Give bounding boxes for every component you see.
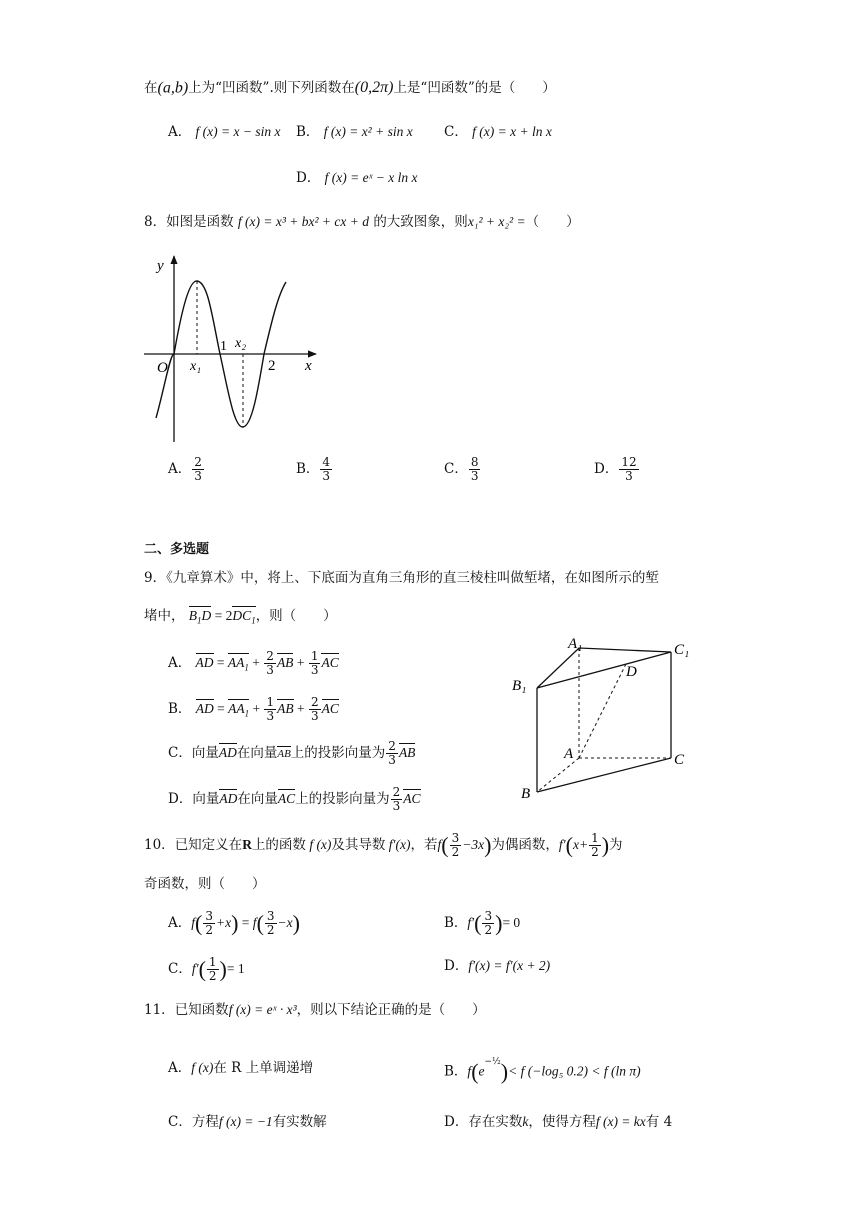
q8-stem-text-a: 如图是函数 [166,214,234,230]
option-text-b: 在向量 [237,791,278,807]
vector-ac: AC [321,701,339,716]
option-label: D． [168,791,193,807]
option-label: A． [168,915,192,931]
fraction-2-3: $\frac{2}{3}$ [392,785,401,813]
denominator: 3 [625,469,633,483]
option-text-a: 方程 [191,1114,219,1130]
option-formula: f (x) = eˣ − x ln x [324,170,418,185]
denominator: 3 [322,469,331,483]
option-text-b: ，使得方程 [528,1114,596,1130]
vector-ad: AD [219,791,238,806]
vector-ab: AB [398,745,416,760]
y-axis-label: y [157,258,164,274]
q9-prism-figure [508,632,708,804]
q11-function: f (x) = eˣ · x³ [228,1002,297,1017]
option-text-a: 向量 [192,791,220,807]
q10-stem-text-a: 已知定义在 [174,837,243,853]
option-text-a: 存在实数 [468,1114,523,1130]
option-formula: f (x) = −1 [218,1114,273,1129]
q9-option-a[interactable]: A． AD = $AA_1$ + $\frac{2}{3}$ AB + $\frac{1}{3}$ AC [168,649,339,677]
q8-option-c[interactable] [444,456,481,483]
x1-label: x₁ [190,359,202,374]
numerator: 4 [322,455,331,469]
numerator: 12 [621,455,637,469]
fraction-2-3: $\frac{2}{3}$ [266,649,274,677]
vector-ac: AC [403,791,421,806]
q11-option-d[interactable] [444,1112,672,1132]
vector-ad: AD [218,745,237,760]
fraction-1-3: $\frac{1}{3}$ [266,695,275,723]
denominator: 3 [470,469,479,483]
numerator: 8 [470,455,479,469]
q10-option-c[interactable]: C．f′( $\frac{1}{2}$ )= 1 [168,955,245,983]
option-formula: f (x) = x − sin x [195,124,281,139]
q9-option-d[interactable] [168,786,421,813]
option-label: A． [168,655,192,671]
q10-stem-line1: 10．已知定义在R上的函数 f (x)及其导数 f′(x)，若f( $\frac{3}{2}$ −3x)为偶函数，f′(x+ $\frac{1}{2}$ )为 [144,831,623,859]
option-label: B． [444,1063,468,1080]
edge-bc [537,758,671,792]
q7-stem-text-b: 上为“凹函数”.则下列函数在 [188,80,355,96]
label-b: B [521,786,531,802]
q10-stem-text-b: 上的函数 [251,837,306,853]
q10-stem-text-c: 及其导数 [331,837,386,853]
option-label: C． [168,745,192,761]
option-formula: f (x) = x + ln x [472,124,552,139]
vector-aa1: $AA_1$ [228,701,250,719]
segment-ad [579,664,626,758]
q9-option-b[interactable]: B． AD = $AA_1$ + $\frac{1}{3}$ AB + $\frac{2}{3}$ AC [168,695,339,723]
q7-option-b[interactable] [296,122,413,142]
fprime-of-x: f′(x) [385,837,411,852]
option-formula: f′(x) = f′(x + 2) [468,958,551,973]
q8-stem-text-b: 的大致图象，则 [373,214,468,230]
q10-option-a[interactable]: A．f( $\frac{3}{2}$ +x) = f( $\frac{3}{2}$ −x) [168,909,300,937]
fprime-of-expr: f′ [558,837,566,852]
option-fraction [192,456,204,483]
q9-option-c[interactable] [168,740,415,767]
option-text-b: 在向量 [236,745,278,761]
q11-option-c[interactable] [168,1112,327,1132]
vector-ac: AC [321,655,339,670]
q7-option-d[interactable] [296,168,418,188]
option-label: B． [296,461,320,477]
q10-option-b[interactable]: B．f′( $\frac{3}{2}$ )= 0 [444,909,521,937]
q11-option-b[interactable]: B．$f(e^{-\frac{1}{2}})< f$ (−log₅ 0.2) < f (ln π) [444,1057,641,1084]
fraction-2-3: $\frac{2}{3}$ [388,739,396,767]
q10-option-d[interactable] [444,956,550,976]
option-label: D． [444,958,469,974]
q11-stem [144,1000,486,1020]
q8-expression: x₁² + x₂² = [467,214,526,229]
option-label: A． [168,1060,192,1076]
option-label: C． [444,124,468,140]
option-formula: f (x) = kx [595,1114,646,1129]
option-label: B． [296,124,320,140]
variable-k: k [522,1114,529,1129]
q7-option-c[interactable] [444,122,552,142]
q7-interval-02pi: (0,2π) [354,79,394,96]
fraction-2-3: $\frac{2}{3}$ [310,695,319,723]
q7-stem [144,78,556,99]
option-text-a: 向量 [191,745,219,761]
vector-b1d: $B_1D$ [188,608,212,626]
label-a1: A₁ [568,636,583,652]
question-number: 11． [144,1002,175,1018]
question-number: 9． [144,570,167,586]
label-b1: B₁ [512,678,527,694]
option-fraction [469,456,481,483]
q9-stem-line2: 堵中， $B_1D = 2DC_1$，则（ ） [144,608,337,626]
q8-graph [140,250,330,450]
label-c: C [674,752,685,768]
fraction-1-2: $\frac{1}{2}$ [591,831,599,859]
option-rhs: = 0 [502,915,521,930]
q9-stem-text-b: ，则（ ） [255,608,337,624]
q10-stem-line2: 奇函数，则（ ） [144,876,266,892]
q10-stem-text-e: 为偶函数， [491,837,559,853]
two-label: 2 [268,358,276,374]
section-title: 二、多选题 [144,542,210,557]
option-label: C． [444,461,468,477]
q7-stem-text-a: 在 [144,80,158,96]
q11-stem-text-b: ，则以下结论正确的是（ ） [296,1002,486,1018]
option-label: D． [594,461,619,477]
option-text-d: 有 4 [645,1114,673,1130]
q8-option-d[interactable] [594,456,640,483]
fraction-1-3: $\frac{1}{3}$ [310,649,319,677]
q8-option-a[interactable] [168,456,205,483]
denominator: 3 [194,469,202,483]
option-label: A． [168,124,192,140]
vector-dc1: $DC_1$ [232,608,256,626]
q10-stem-text-d: ，若 [410,837,438,853]
option-label: A． [168,461,192,477]
q8-function: f (x) = x³ + bx² + cx + d [237,214,370,229]
option-text-c: 上的投影向量为 [290,745,386,761]
option-fraction [619,456,638,483]
option-label: C． [168,1114,192,1130]
q7-interval-ab: (a,b) [157,79,189,97]
option-formula: < f (−log₅ 0.2) < f (ln π) [508,1063,641,1079]
option-label: C． [168,961,192,977]
q8-option-b[interactable] [296,456,333,483]
set-r: R [242,837,252,852]
q8-stem [144,212,580,232]
vector-ad: AD [195,655,214,670]
x-axis-label: x [305,358,312,374]
numerator: 2 [194,455,202,469]
q9-stem-text-a: 堵中， [144,608,185,624]
option-label: D． [444,1114,469,1130]
label-c1: C₁ [674,642,690,658]
option-formula: f (x) = x² + sin x [323,124,413,139]
option-fraction [320,456,332,483]
x2-label: x₂ [235,336,247,351]
option-rhs: = 1 [226,961,245,976]
fraction-3-2: $\frac{3}{2}$ [451,831,460,859]
vector-ad: AD [195,701,214,716]
question-number: 8． [144,214,167,230]
q11-option-a[interactable] [168,1058,313,1078]
option-formula: f (x) [191,1060,214,1075]
q10-stem-text-f: 为 [609,837,623,853]
q11-stem-text-a: 已知函数 [174,1002,229,1018]
option-text-c: 有实数解 [272,1114,327,1130]
q7-option-a[interactable] [168,122,281,142]
origin-label: O [157,360,168,376]
q7-stem-text-c: 上是“凹函数”的是（ ） [393,80,556,96]
top-face [537,648,671,688]
option-label: B． [444,915,468,931]
option-text-c: 上的投影向量为 [295,791,390,807]
label-d: D [626,664,637,680]
vector-ab: AB [276,655,294,670]
vector-ab: AB [277,701,294,716]
q9-stem-line1 [144,568,659,588]
option-text: 在 R 上单调递增 [213,1060,314,1076]
question-number: 10． [144,837,175,853]
q9-stem-text: 《九章算术》中，将上、下底面为直角三角形的直三棱柱叫做堑堵，在如图所示的堑 [166,570,659,586]
label-a: A [564,746,574,762]
vector-aa1: $AA_1$ [227,655,249,673]
q8-stem-text-c: （ ） [525,214,580,230]
one-label: 1 [220,339,227,354]
f-of-expr: f [437,837,442,852]
option-label: D． [296,170,321,186]
vector-ac: AC [277,791,296,806]
option-label: B． [168,701,192,717]
f-of-x: f (x) [305,837,332,852]
vector-ab: AB [277,748,291,760]
